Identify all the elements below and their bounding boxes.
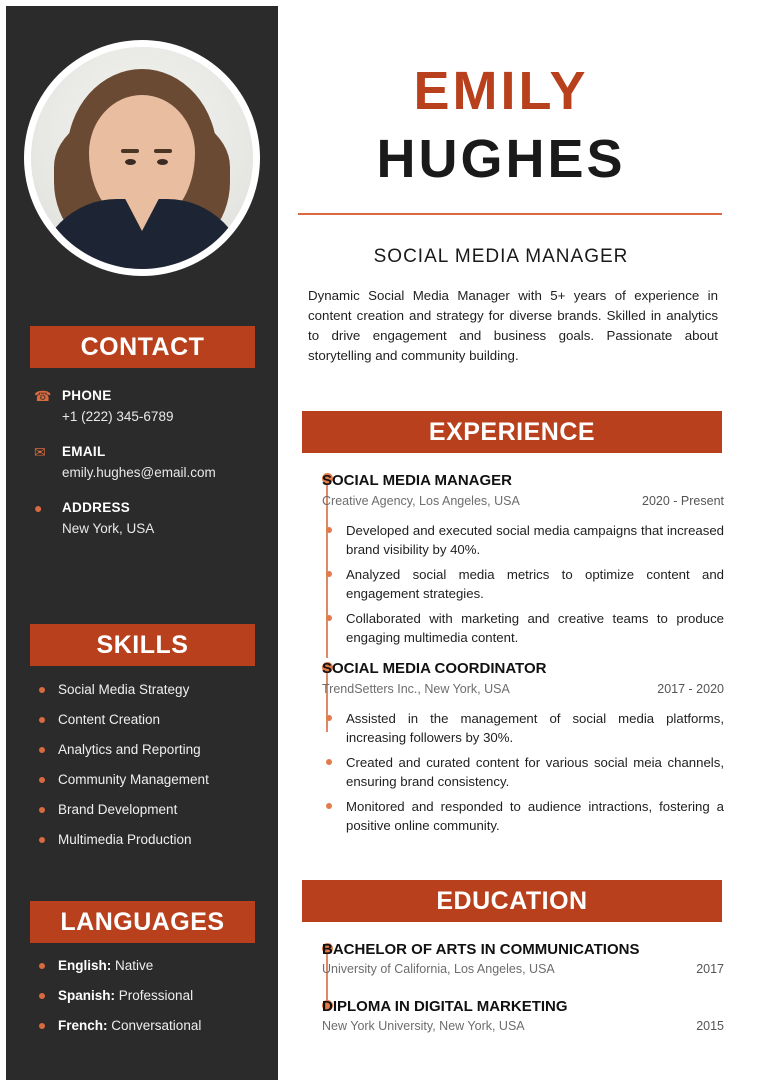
list-item: Monitored and responded to audience intractions, fostering a positive online community. (322, 797, 724, 835)
list-item: Multimedia Production (36, 832, 268, 847)
email-icon: ✉ (34, 444, 46, 460)
language-name: English: (58, 958, 112, 973)
job-bullets (322, 709, 724, 835)
skills-heading: SKILLS (30, 624, 255, 666)
page-title-last-name: HUGHES (376, 129, 626, 189)
list-item: Brand Development (36, 802, 268, 817)
experience-item (322, 660, 724, 841)
list-item: Analyzed social media metrics to optimize content and engagement strategies. (322, 565, 724, 603)
list-item: Assisted in the management of social media platforms, increasing followers by 30%. (322, 709, 724, 747)
languages-list (36, 958, 268, 1048)
list-item (36, 958, 268, 973)
education-year: 2015 (696, 1019, 724, 1033)
job-bullets (322, 521, 724, 647)
list-item: Developed and executed social media campaigns that increased brand visibility by 40%. (322, 521, 724, 559)
experience-item (322, 472, 724, 653)
phone-icon: ☎ (34, 388, 52, 404)
contact-item-address (34, 500, 264, 536)
contact-heading: CONTACT (30, 326, 255, 368)
degree-title: BACHELOR OF ARTS IN COMMUNICATIONS (322, 941, 640, 958)
job-dates: 2017 - 2020 (657, 682, 724, 696)
contact-item-email (34, 444, 264, 480)
divider (298, 213, 722, 215)
language-level: Conversational (111, 1018, 202, 1033)
languages-heading: LANGUAGES (30, 901, 255, 943)
location-icon: ● (34, 500, 43, 516)
list-item (36, 988, 268, 1003)
degree-title: DIPLOMA IN DIGITAL MARKETING (322, 998, 568, 1015)
job-title: SOCIAL MEDIA MANAGER (373, 246, 629, 267)
sidebar (6, 6, 278, 1080)
contact-list (34, 388, 264, 556)
avatar (24, 40, 260, 276)
contact-label: PHONE (62, 388, 112, 403)
school-name: New York University, New York, USA 2015 (322, 1019, 724, 1033)
education-item (322, 998, 724, 1033)
language-level: Professional (118, 988, 194, 1003)
list-item: Analytics and Reporting (36, 742, 268, 757)
language-level: Native (115, 958, 154, 973)
profile-summary: Dynamic Social Media Manager with 5+ years of experience in content creation and strategy for diverse brands. Skilled in analytics to drive engagement and business goals. Passionate about storytelling and community building. (308, 288, 718, 363)
list-item (36, 1018, 268, 1033)
skills-list (36, 682, 268, 862)
job-title-heading: SOCIAL MEDIA COORDINATOR (322, 660, 547, 677)
list-item: Social Media Strategy (36, 682, 268, 697)
profile-photo (31, 47, 253, 269)
education-heading: EDUCATION (302, 880, 722, 922)
contact-value[interactable]: +1 (222) 345-6789 (62, 409, 174, 424)
list-item: Created and curated content for various social meia channels, ensuring brand consistency. (322, 753, 724, 791)
list-item: Collaborated with marketing and creative teams to produce engaging multimedia content. (322, 609, 724, 647)
contact-value: New York, USA (62, 521, 155, 536)
job-company: Creative Agency, Los Angeles, USA 2020 - Present (322, 494, 724, 508)
language-name: Spanish: (58, 988, 116, 1003)
list-item: Community Management (36, 772, 268, 787)
job-company: TrendSetters Inc., New York, USA 2017 - 2020 (322, 682, 724, 696)
list-item: Content Creation (36, 712, 268, 727)
education-year: 2017 (696, 962, 724, 976)
contact-label: EMAIL (62, 444, 106, 459)
language-name: French: (58, 1018, 108, 1033)
page-title-first-name: EMILY (413, 61, 589, 121)
contact-label: ADDRESS (62, 500, 131, 515)
job-title-heading: SOCIAL MEDIA MANAGER (322, 472, 513, 489)
job-dates: 2020 - Present (642, 494, 724, 508)
experience-heading: EXPERIENCE (302, 411, 722, 453)
education-item (322, 941, 724, 976)
school-name: University of California, Los Angeles, USA 2017 (322, 962, 724, 976)
contact-value[interactable]: emily.hughes@email.com (62, 465, 216, 480)
contact-item-phone (34, 388, 264, 424)
